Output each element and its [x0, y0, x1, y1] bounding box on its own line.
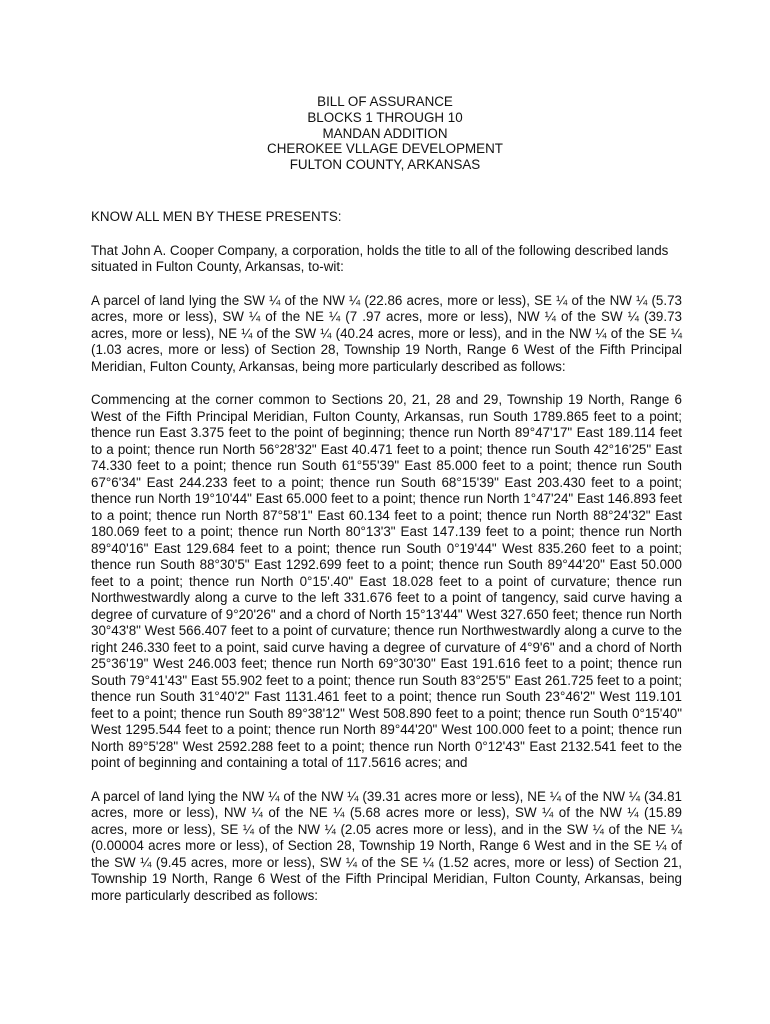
document-body — [91, 209, 682, 921]
paragraph-first-parcel: A parcel of land lying the SW ¼ of the NW ¼ (22.86 acres, more or less), SE ¼ of the NW ¼ (5.73 acres, more or less), SW ¼ of the NE ¼ (7 .97 acres, more or less), NW ¼ of the SW ¼ (39.73 acres, more or less), NE ¼ of the SW ¼ (40.24 acres, more or less), and in the NW ¼ of the SE ¼ (1.03 acres, more or less) of Section 28, Township 19 North, Range 6 West of the Fifth Principal Meridian, Fulton County, Arkansas, being more particularly described as follows: — [91, 292, 682, 374]
paragraph-title-holder: That John A. Cooper Company, a corporation, holds the title to all of the following described lands situated in Fulton County, Arkansas, to-wit: — [91, 242, 669, 274]
heading-line-title: BILL OF ASSURANCE — [317, 94, 453, 109]
intro-line: KNOW ALL MEN BY THESE PRESENTS: — [91, 209, 342, 224]
document-heading — [0, 94, 770, 173]
heading-line-addition: MANDAN ADDITION — [322, 125, 448, 141]
heading-line-development: CHEROKEE VLLAGE DEVELOPMENT — [267, 141, 503, 157]
heading-line-blocks: BLOCKS 1 THROUGH 10 — [307, 109, 463, 125]
heading-line-county: FULTON COUNTY, ARKANSAS — [289, 157, 481, 173]
paragraph-second-parcel: A parcel of land lying the NW ¼ of the NW ¼ (39.31 acres more or less), NE ¼ of the NW ¼ (34.81 acres, more or less), NW ¼ of the NE ¼ (5.68 acres more or less), SW ¼ of the NW ¼ (15.89 acres, more or less), SE ¼ of the NW ¼ (2.05 acres more or less), and in the SW ¼ of the NE ¼ (0.00004 acres more or less), of Section 28, Township 19 North, Range 6 West and in the SE ¼ of the SW ¼ (9.45 acres, more or less), SW ¼ of the SE ¼ (1.52 acres, more or less) of Section 21, Township 19 North, Range 6 West of the Fifth Principal Meridian, Fulton County, Arkansas, being more particularly described as follows: — [91, 788, 682, 903]
paragraph-metes-and-bounds: Commencing at the corner common to Sections 20, 21, 28 and 29, Township 19 North, Range 6 West of the Fifth Principal Meridian, Fulton County, Arkansas, run South 1789.865 feet to a point; thence run East 3.375 feet to the point of beginning; thence run North 89°47'17" East 189.114 feet to a point; thence run North 56°28'32" East 40.471 feet to a point; thence run South 42°16'25" East 74.330 feet to a point; thence run South 61°55'39" East 85.000 feet to a point; thence run South 67°6'34" East 244.233 feet to a point; thence run South 68°15'39" East 203.430 feet to a point; thence run North 19°10'44" East 65.000 feet to a point; thence run North 1°47'24" East 146.893 feet to a point; thence run North 87°58'1" East 60.134 feet to a point; thence run North 88°24'32" East 180.069 feet to a point; thence run North 80°13'3" East 147.139 feet to a point; thence run North 89°40'16" East 129.684 feet to a point; thence run South 0°19'44" West 835.260 feet to a point; thence run South 88°30'5" East 1292.699 feet to a point; thence run South 89°44'20" East 50.000 feet to a point; thence run North 0°15'.40" East 18.028 feet to a point of curvature; thence run Northwestwardly along a curve to the left 331.676 feet to a point of tangency, said curve having a degree of curvature of 9°20'26" and a chord of North 15°13'44" West 327.650 feet; thence run North 30°43'8" West 566.407 feet to a point of curvature; thence run Northwestwardly along a curve to the right 246.330 feet to a point, said curve having a degree of curvature of 4°9'6" and a chord of North 25°36'19" West 246.003 feet; thence run North 69°30'30" East 191.616 feet to a point; thence run South 79°41'43" East 55.902 feet to a point; thence run South 83°25'5" East 261.725 feet to a point; thence run South 31°40'2" Fast 1131.461 feet to a point; thence run South 23°46'2" West 119.101 feet to a point; thence run South 89°38'12" West 508.890 feet to a point; thence run South 0°15'40" West 1295.544 feet to a point; thence run North 89°44'20" West 100.000 feet to a point; thence run North 89°5'28" West 2592.288 feet to a point; thence run North 0°12'43" East 2132.541 feet to the point of beginning and containing a total of 117.5616 acres; and — [91, 392, 682, 770]
